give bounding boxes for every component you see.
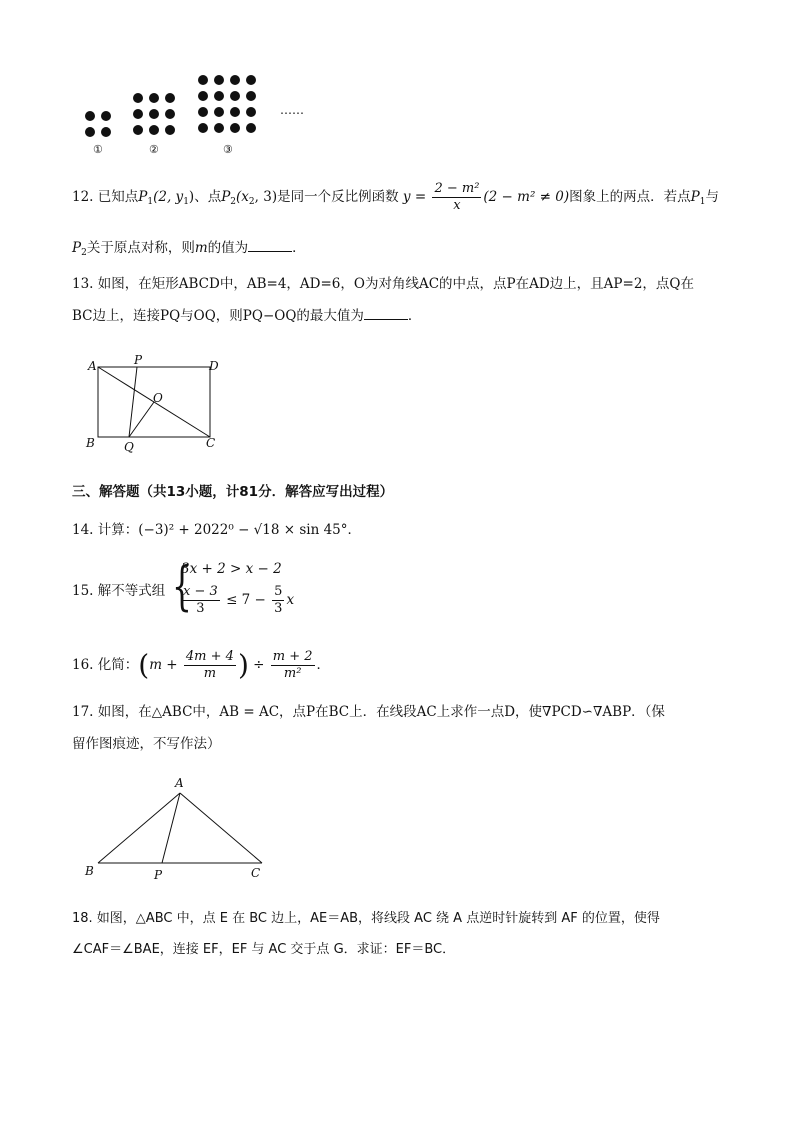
dot-3-3-1 bbox=[214, 123, 224, 133]
question-15-prefix: 15. 解不等式组 bbox=[72, 583, 166, 599]
dot-1-1-1 bbox=[101, 127, 111, 137]
question-14 bbox=[72, 520, 732, 540]
dot-3-1-0 bbox=[198, 91, 208, 101]
q16-frac1-num: 4m + 4 bbox=[185, 649, 234, 664]
q12-line2-p2-sub: 2 bbox=[81, 248, 87, 258]
q17-triangle-figure bbox=[90, 785, 270, 870]
q12-number: 12. bbox=[72, 189, 94, 205]
q12-p2-close: , 3) bbox=[254, 189, 278, 205]
dot-1-1-0 bbox=[85, 127, 95, 137]
q12-p2-coords: (x bbox=[236, 189, 249, 205]
q12-line2-dot: ． bbox=[292, 240, 306, 256]
q16-frac-2 bbox=[271, 649, 315, 682]
q15-frac-left-den: 3 bbox=[196, 601, 205, 616]
q13-label-d: D bbox=[209, 359, 219, 373]
q12-text-a: 已知点 bbox=[97, 189, 139, 205]
question-17-line1: 17. 如图，在△ABC中，AB = AC，点P在BC上．在线段AC上求作一点D，使∇PCD∽∇ABP．（保 bbox=[72, 704, 665, 720]
dot-3-0-2 bbox=[230, 75, 240, 85]
dot-groups bbox=[85, 75, 256, 137]
dot-3-2-3 bbox=[246, 107, 256, 117]
dot-2-1-0 bbox=[133, 109, 143, 119]
q17-side-ab bbox=[98, 793, 180, 863]
dot-pattern-figure bbox=[80, 72, 320, 162]
q14-expression: (−3)² + 2022⁰ − √18 × sin 45°． bbox=[138, 522, 362, 538]
dot-3-3-3 bbox=[246, 123, 256, 133]
q12-condition: (2 − m² ≠ 0) bbox=[483, 189, 570, 205]
q12-p2: P bbox=[221, 189, 231, 205]
q13-label-q: Q bbox=[124, 440, 134, 454]
dot-3-2-0 bbox=[198, 107, 208, 117]
q15-frac-left bbox=[181, 584, 220, 617]
dot-label-3: ③ bbox=[223, 143, 233, 156]
section-3-title: 三、解答题（共13小题，计81分．解答应写出过程） bbox=[72, 484, 394, 500]
q17-label-c: C bbox=[251, 866, 261, 880]
q16-open-paren: ( bbox=[138, 648, 150, 682]
q16-m: m + bbox=[149, 657, 178, 673]
q16-frac1-den: m bbox=[203, 666, 217, 681]
q17-figure-svg bbox=[90, 785, 270, 870]
dot-2-2-2 bbox=[165, 125, 175, 135]
q13-label-a: A bbox=[88, 359, 97, 373]
q14-prefix: 14. 计算： bbox=[72, 522, 139, 538]
q12-p2-sub: 2 bbox=[230, 197, 237, 207]
q12-p1-close: ) bbox=[188, 189, 195, 205]
question-18-line1: 18. 如图，△ABC 中，点 E 在 BC 边上，AE＝AB，将线段 AC 绕 A 点逆时针旋转到 AF 的位置，使得 bbox=[72, 911, 660, 926]
question-13-line1: 13. 如图，在矩形ABCD中，AB=4，AD=6，O为对角线AC的中点，点P在AD边上，且AP=2，点Q在 bbox=[72, 276, 694, 292]
q12-line2-text: 关于原点对称，则 bbox=[86, 240, 195, 256]
q12-text-d: 与 bbox=[705, 189, 719, 205]
dot-3-2-1 bbox=[214, 107, 224, 117]
dot-3-1-3 bbox=[246, 91, 256, 101]
q13-label-o: O bbox=[153, 391, 163, 405]
q16-frac2-den: m² bbox=[283, 666, 302, 681]
q15-brace: { bbox=[172, 557, 192, 617]
q15-ineq2-mid: ≤ 7 − bbox=[226, 592, 266, 608]
q15-inequality-1: 3x + 2 > x − 2 bbox=[181, 561, 282, 577]
dot-label-1: ① bbox=[93, 143, 103, 156]
q15-ineq2-var: x bbox=[286, 592, 295, 608]
q12-func-lhs: y = bbox=[402, 189, 427, 205]
q15-frac-right-den: 3 bbox=[274, 601, 283, 616]
q12-func-num: 2 − m² bbox=[434, 181, 480, 196]
question-17-line2: 留作图痕迹，不写作法） bbox=[72, 736, 221, 752]
dot-1-0-0 bbox=[85, 111, 95, 121]
q17-side-ac bbox=[180, 793, 262, 863]
q12-p1b: P bbox=[690, 189, 700, 205]
q17-label-b: B bbox=[85, 864, 94, 878]
q12-p1b-sub: 1 bbox=[699, 197, 706, 207]
dot-3-1-2 bbox=[230, 91, 240, 101]
q12-answer-blank[interactable] bbox=[248, 239, 292, 252]
q13-label-c: C bbox=[206, 436, 216, 450]
q13-line2-text: BC边上，连接PQ与OQ，则PQ−OQ的最大值为 bbox=[72, 308, 364, 324]
dot-label-2: ② bbox=[149, 143, 159, 156]
q12-sep: 、点 bbox=[194, 189, 222, 205]
q15-frac-right bbox=[272, 584, 284, 617]
q16-frac2-num: m + 2 bbox=[272, 649, 313, 664]
q16-frac-1 bbox=[184, 649, 236, 682]
dot-2-1-1 bbox=[149, 109, 159, 119]
dot-1-0-1 bbox=[101, 111, 111, 121]
q12-text-c: 图象上的两点．若点 bbox=[569, 189, 691, 205]
dot-3-3-2 bbox=[230, 123, 240, 133]
q16-prefix: 16. 化简： bbox=[72, 657, 139, 673]
q12-p2-coords-sub: 2 bbox=[248, 197, 255, 207]
dot-3-0-1 bbox=[214, 75, 224, 85]
q13-line2-dot: ． bbox=[407, 308, 422, 324]
dot-pattern-svg bbox=[80, 72, 320, 162]
dot-3-1-1 bbox=[214, 91, 224, 101]
q12-line2-var: m bbox=[194, 240, 208, 256]
dot-2-0-2 bbox=[165, 93, 175, 103]
q17-label-p: P bbox=[154, 868, 163, 882]
dot-3-2-2 bbox=[230, 107, 240, 117]
q13-segment-pq bbox=[129, 367, 137, 437]
dot-ellipsis: …… bbox=[280, 103, 304, 117]
question-12-line1 bbox=[72, 180, 732, 214]
dot-2-2-0 bbox=[133, 125, 143, 135]
dot-3-0-3 bbox=[246, 75, 256, 85]
question-18-line2: ∠CAF＝∠BAE，连接 EF，EF 与 AC 交于点 G．求证：EF＝BC． bbox=[72, 942, 456, 957]
q12-p1-coords-sub: 1 bbox=[183, 197, 189, 207]
dot-2-2-1 bbox=[149, 125, 159, 135]
dot-2-0-1 bbox=[149, 93, 159, 103]
q16-close-paren: ) bbox=[237, 648, 249, 682]
q12-func-den: x bbox=[453, 198, 461, 213]
q16-divide: ÷ bbox=[253, 657, 265, 673]
question-12-line2 bbox=[72, 238, 732, 263]
q12-line2-end: 的值为 bbox=[207, 240, 249, 256]
q12-line2-p2: P bbox=[72, 240, 82, 256]
question-16 bbox=[72, 645, 732, 685]
q12-p1: P bbox=[138, 189, 148, 205]
q17-label-a: A bbox=[175, 776, 184, 790]
q13-answer-blank[interactable] bbox=[364, 307, 408, 320]
q16-end: ． bbox=[316, 657, 331, 673]
dot-3-0-0 bbox=[198, 75, 208, 85]
q12-func-fraction bbox=[432, 181, 481, 214]
q15-frac-right-num: 5 bbox=[274, 584, 283, 599]
q13-label-p: P bbox=[134, 353, 143, 367]
q15-inequality-2 bbox=[179, 584, 294, 617]
q17-segment-ap bbox=[162, 793, 180, 863]
dot-2-0-0 bbox=[133, 93, 143, 103]
q12-p1-sub: 1 bbox=[147, 197, 154, 207]
q15-frac-left-num: x − 3 bbox=[183, 584, 218, 599]
question-13-line2 bbox=[72, 306, 732, 326]
dot-2-1-2 bbox=[165, 109, 175, 119]
q12-p1-coords: (2, y bbox=[153, 189, 184, 205]
q12-text-b: 是同一个反比例函数 bbox=[277, 189, 399, 205]
q13-label-b: B bbox=[86, 436, 95, 450]
dot-3-3-0 bbox=[198, 123, 208, 133]
